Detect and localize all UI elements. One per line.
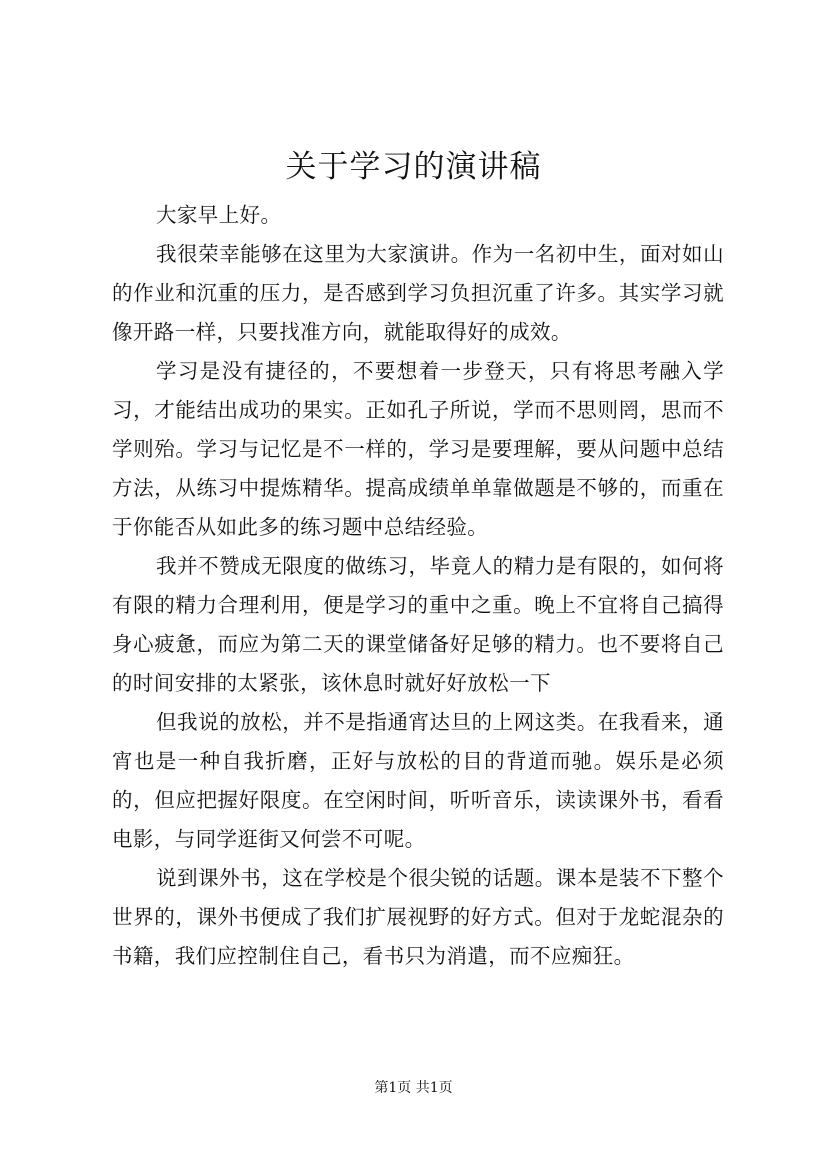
document-title: 关于学习的演讲稿	[285, 149, 542, 185]
paragraph-relaxation: 但我说的放松，并不是指通宵达旦的上网这类。在我看来，通宵也是一种自我折磨，正好与放松的目的背道而驰。娱乐是必须的，但应把握好限度。在空闲时间，听听音乐，读读课外书，看看电影，与同学逛街又何尝不可呢。	[112, 710, 724, 851]
paragraph-extracurricular-books: 说到课外书，这在学校是个很尖锐的话题。课本是装不下整个世界的，课外书便成了我们扩展视野的好方式。但对于龙蛇混杂的书籍，我们应控制住自己，看书只为消遣，而不应痴狂。	[112, 866, 724, 968]
paragraph-energy: 我并不赞成无限度的做练习，毕竟人的精力是有限的，如何将有限的精力合理利用，便是学习的重中之重。晚上不宜将自己搞得身心疲惫，而应为第二天的课堂储备好足够的精力。也不要将自己的时间安排的太紧张，该休息时就好好放松一下	[112, 554, 724, 695]
paragraph-greeting: 大家早上好。	[156, 203, 282, 227]
page-footer: 第1页 共1页	[374, 1080, 453, 1096]
paragraph-intro: 我很荣幸能够在这里为大家演讲。作为一名初中生，面对如山的作业和沉重的压力，是否感到学习负担沉重了许多。其实学习就像开路一样，只要找准方向，就能取得好的成效。	[112, 242, 724, 344]
paragraph-no-shortcut: 学习是没有捷径的，不要想着一步登天，只有将思考融入学习，才能结出成功的果实。正如孔子所说，学而不思则罔，思而不学则殆。学习与记忆是不一样的，学习是要理解，要从问题中总结方法，从练习中提炼精华。提高成绩单单靠做题是不够的，而重在于你能否从如此多的练习题中总结经验。	[112, 359, 724, 539]
document-body	[112, 196, 724, 976]
